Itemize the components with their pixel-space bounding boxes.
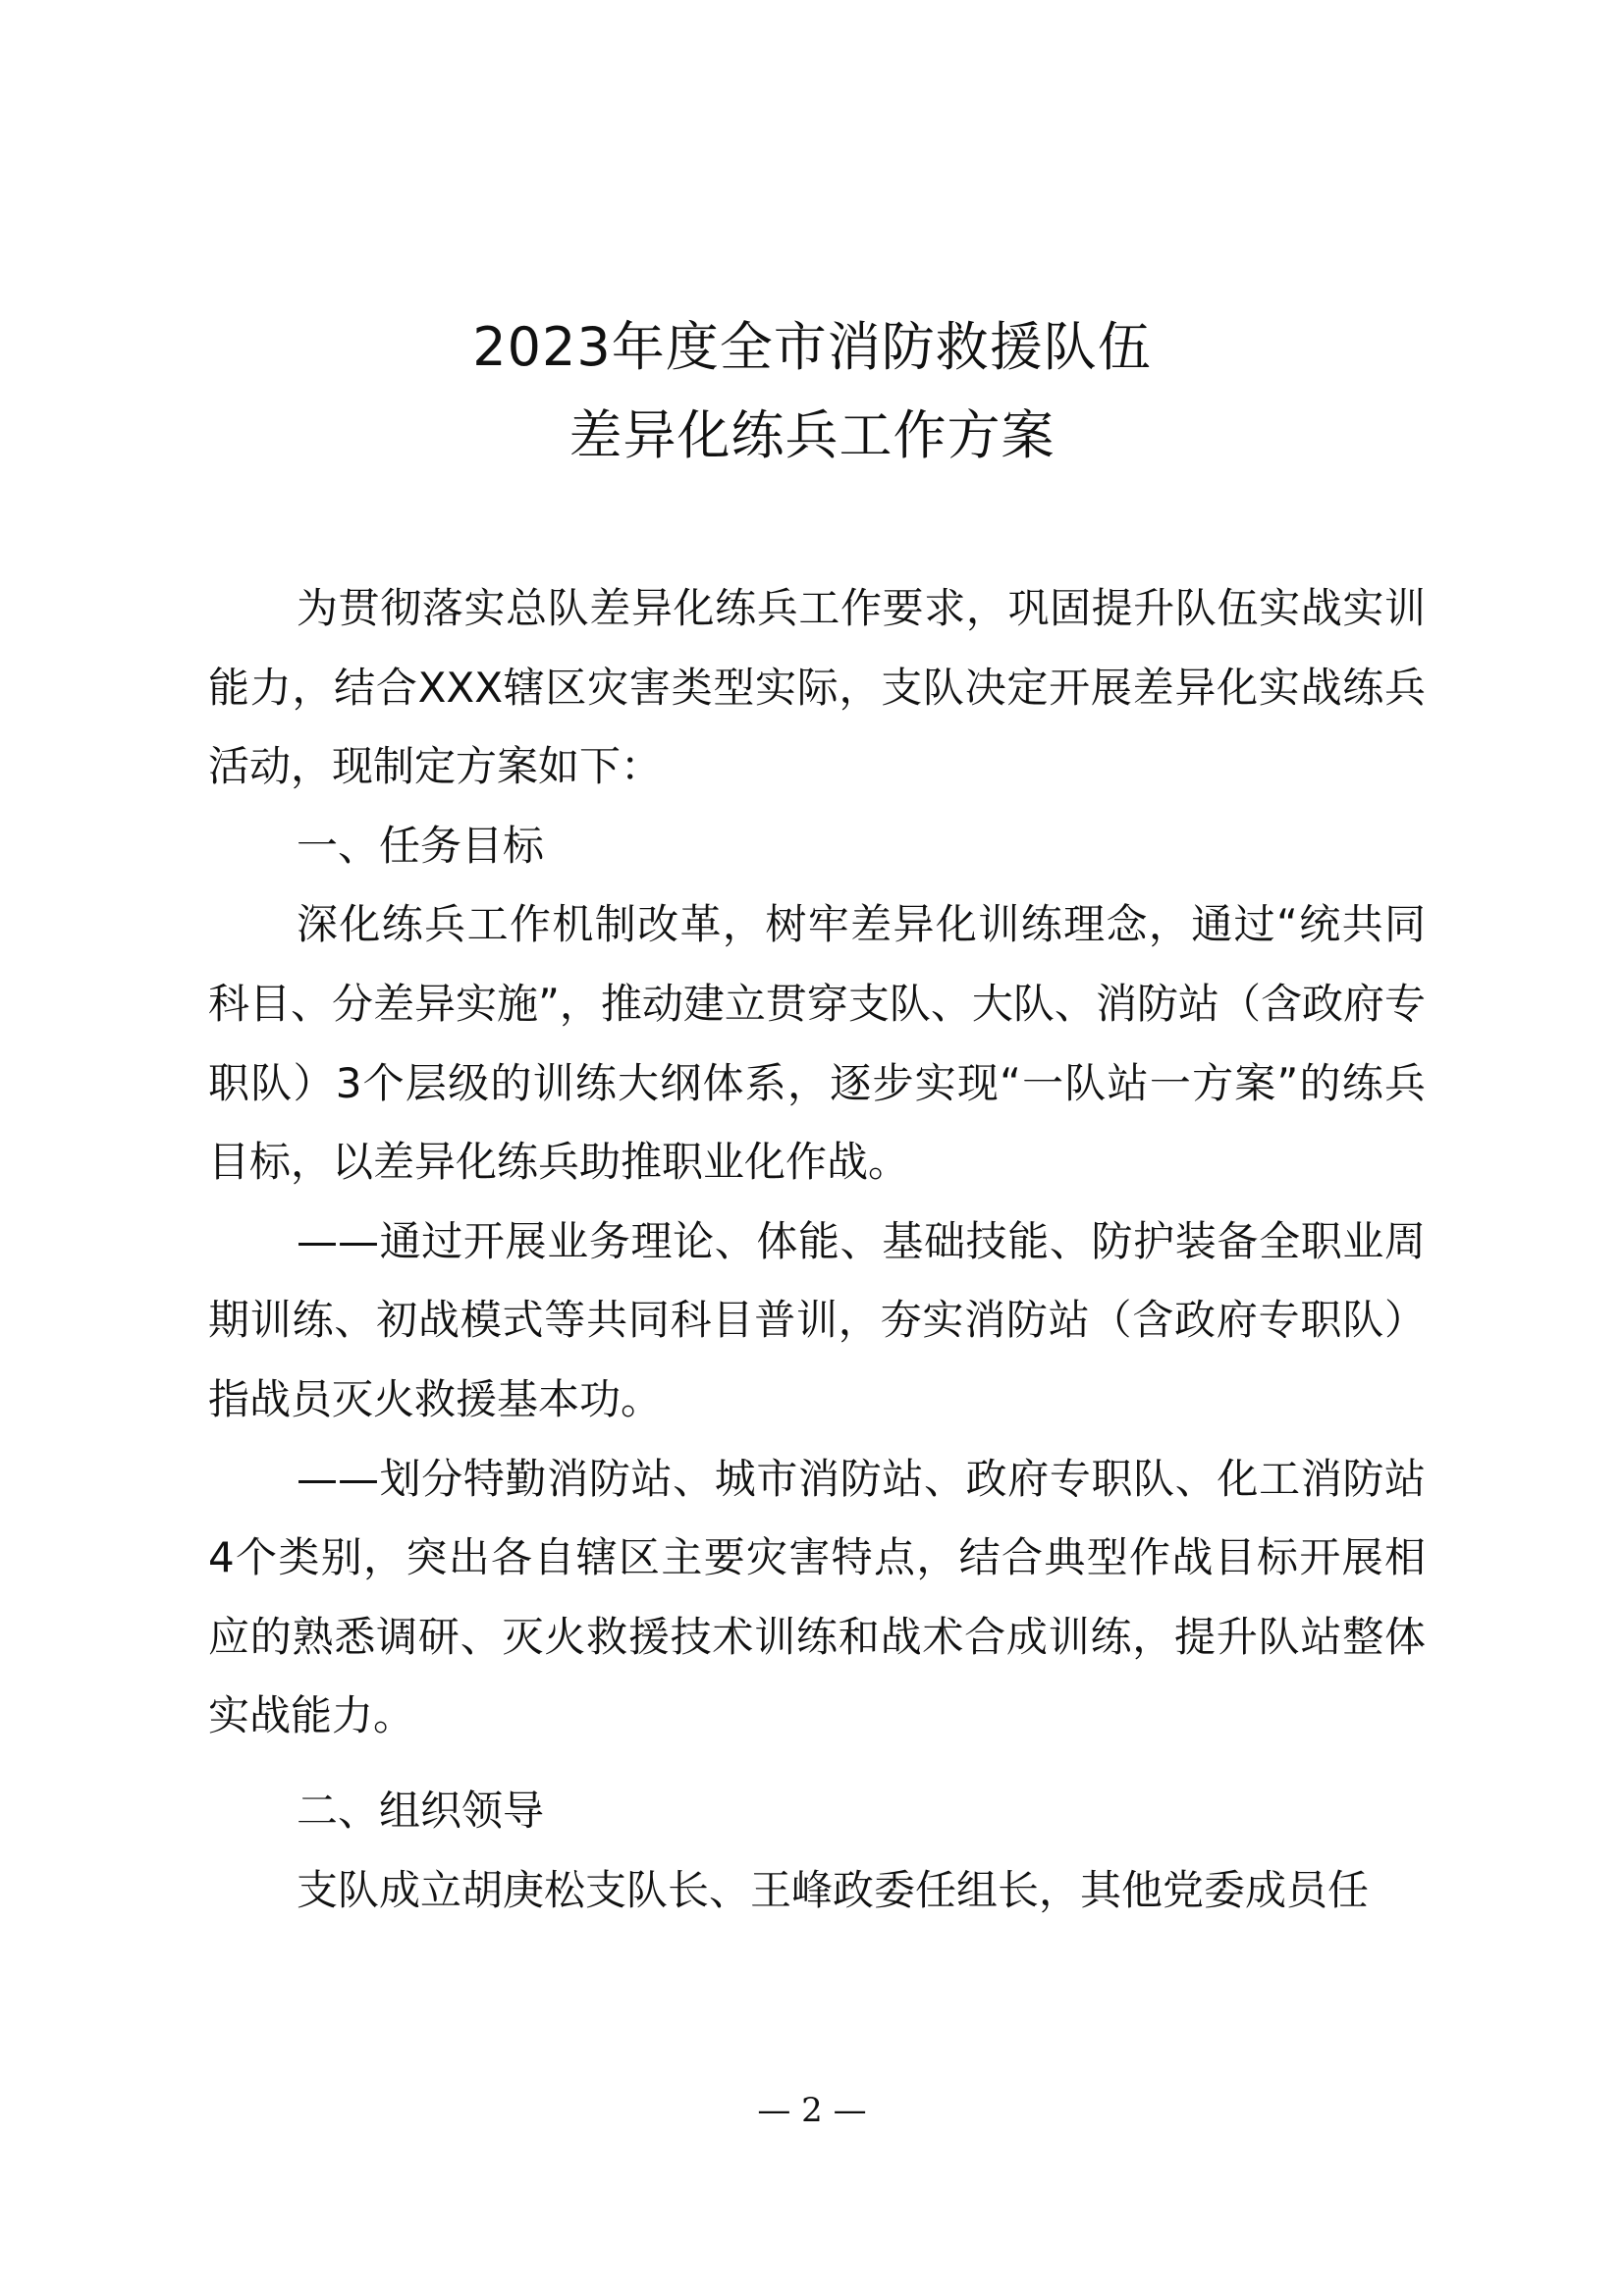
section-heading-organization: 二、组织领导 <box>297 1786 545 1835</box>
intro-paragraph: 为贯彻落实总队差异化练兵工作要求，巩固提升队伍实战实训能力，结合XXX辖区灾害类型实际，支队决定开展差异化实战练兵活动，现制定方案如下： <box>208 584 1426 791</box>
task-goal-paragraph: 深化练兵工作机制改革，树牢差异化训练理念，通过“统共同科目、分差异实施”，推动建立贯穿支队、大队、消防站（含政府专职队）3个层级的训练大纲体系，逐步实现“一队站一方案”的练兵目标，以差异化练兵助推职业化作战。 <box>208 900 1426 1187</box>
organization-paragraph: 支队成立胡庚松支队长、王峰政委任组长，其他党委成员任 <box>297 1865 1370 1914</box>
document-title-line-1: 2023年度全市消防救援队伍 <box>472 316 1152 378</box>
station-categories-paragraph: ——划分特勤消防站、城市消防站、政府专职队、化工消防站4个类别，突出各自辖区主要灾害特点，结合典型作战目标开展相应的熟悉调研、灭火救援技术训练和战术合成训练，提升队站整体实战能力。 <box>208 1454 1426 1740</box>
document-body <box>208 569 1426 1930</box>
common-subjects-paragraph: ——通过开展业务理论、体能、基础技能、防护装备全职业周期训练、初战模式等共同科目普训，夯实消防站（含政府专职队）指战员灭火救援基本功。 <box>208 1216 1426 1423</box>
page-number: — 2 — <box>757 2091 867 2130</box>
section-heading-task-goal: 一、任务目标 <box>297 821 545 870</box>
document-title-line-2: 差异化练兵工作方案 <box>568 404 1056 466</box>
